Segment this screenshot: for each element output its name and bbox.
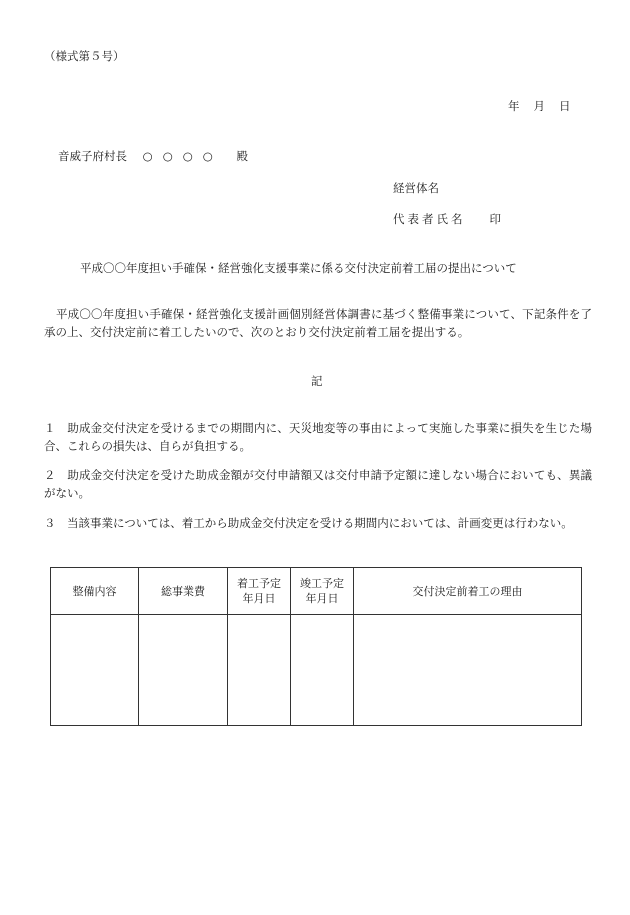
condition-item: ２ 助成金交付決定を受けた助成金額が交付申請額又は交付申請予定額に達しない場合においても、異議がない。 xyxy=(44,468,592,500)
header-start-line1: 着工予定 xyxy=(237,577,281,590)
addressee-title: 音威子府村長 xyxy=(58,149,127,163)
date-day-label: 日 xyxy=(559,99,571,113)
addressee-honorific: 殿 xyxy=(236,149,248,163)
addressee xyxy=(58,147,248,165)
condition-item: ３ 当該事業については、着工から助成金交付決定を受ける期間内においては、計画変更は行わない。 xyxy=(44,516,573,530)
header-total-cost: 総事業費 xyxy=(139,568,228,615)
header-reason: 交付決定前着工の理由 xyxy=(354,568,582,615)
representative-label: 代表者氏名 xyxy=(393,212,466,226)
seal-label: 印 xyxy=(489,212,501,226)
header-start-date xyxy=(228,568,291,615)
form-number: （様式第５号） xyxy=(44,49,125,63)
cell-reason[interactable] xyxy=(354,615,582,726)
table-row xyxy=(51,615,582,726)
header-completion-line2: 年月日 xyxy=(305,592,339,605)
document-subject: 平成〇〇年度担い手確保・経営強化支援事業に係る交付決定前着工届の提出について xyxy=(80,261,517,275)
placeholder-circle: ○ xyxy=(202,149,213,163)
date-line xyxy=(508,97,571,115)
header-completion-line1: 竣工予定 xyxy=(300,577,344,590)
body-paragraph: 平成〇〇年度担い手確保・経営強化支援計画個別経営体調書に基づく整備事業について、下記条件を了承の上、交付決定前に着工したいので、次のとおり交付決定前着工届を提出する。 xyxy=(44,307,592,339)
header-start-line2: 年月日 xyxy=(242,592,276,605)
addressee-name-placeholder xyxy=(143,149,227,163)
table-header-row xyxy=(51,568,582,615)
cell-completion-date[interactable] xyxy=(291,615,354,726)
cell-start-date[interactable] xyxy=(228,615,291,726)
construction-table xyxy=(50,567,582,726)
condition-item: １ 助成金交付決定を受けるまでの期間内に、天災地変等の事由によって実施した事業に損失を生じた場合、これらの損失は、自らが負担する。 xyxy=(44,421,592,453)
placeholder-circle: ○ xyxy=(162,149,173,163)
applicant-entity-label: 経営体名 xyxy=(393,181,439,195)
representative-line xyxy=(393,210,501,228)
date-month-label: 月 xyxy=(533,99,545,113)
header-completion-date xyxy=(291,568,354,615)
cell-total-cost[interactable] xyxy=(139,615,228,726)
cell-content[interactable] xyxy=(51,615,139,726)
date-year-label: 年 xyxy=(508,99,520,113)
placeholder-circle: ○ xyxy=(142,149,153,163)
header-content: 整備内容 xyxy=(51,568,139,615)
ki-heading: 記 xyxy=(311,374,323,388)
placeholder-circle: ○ xyxy=(182,149,193,163)
